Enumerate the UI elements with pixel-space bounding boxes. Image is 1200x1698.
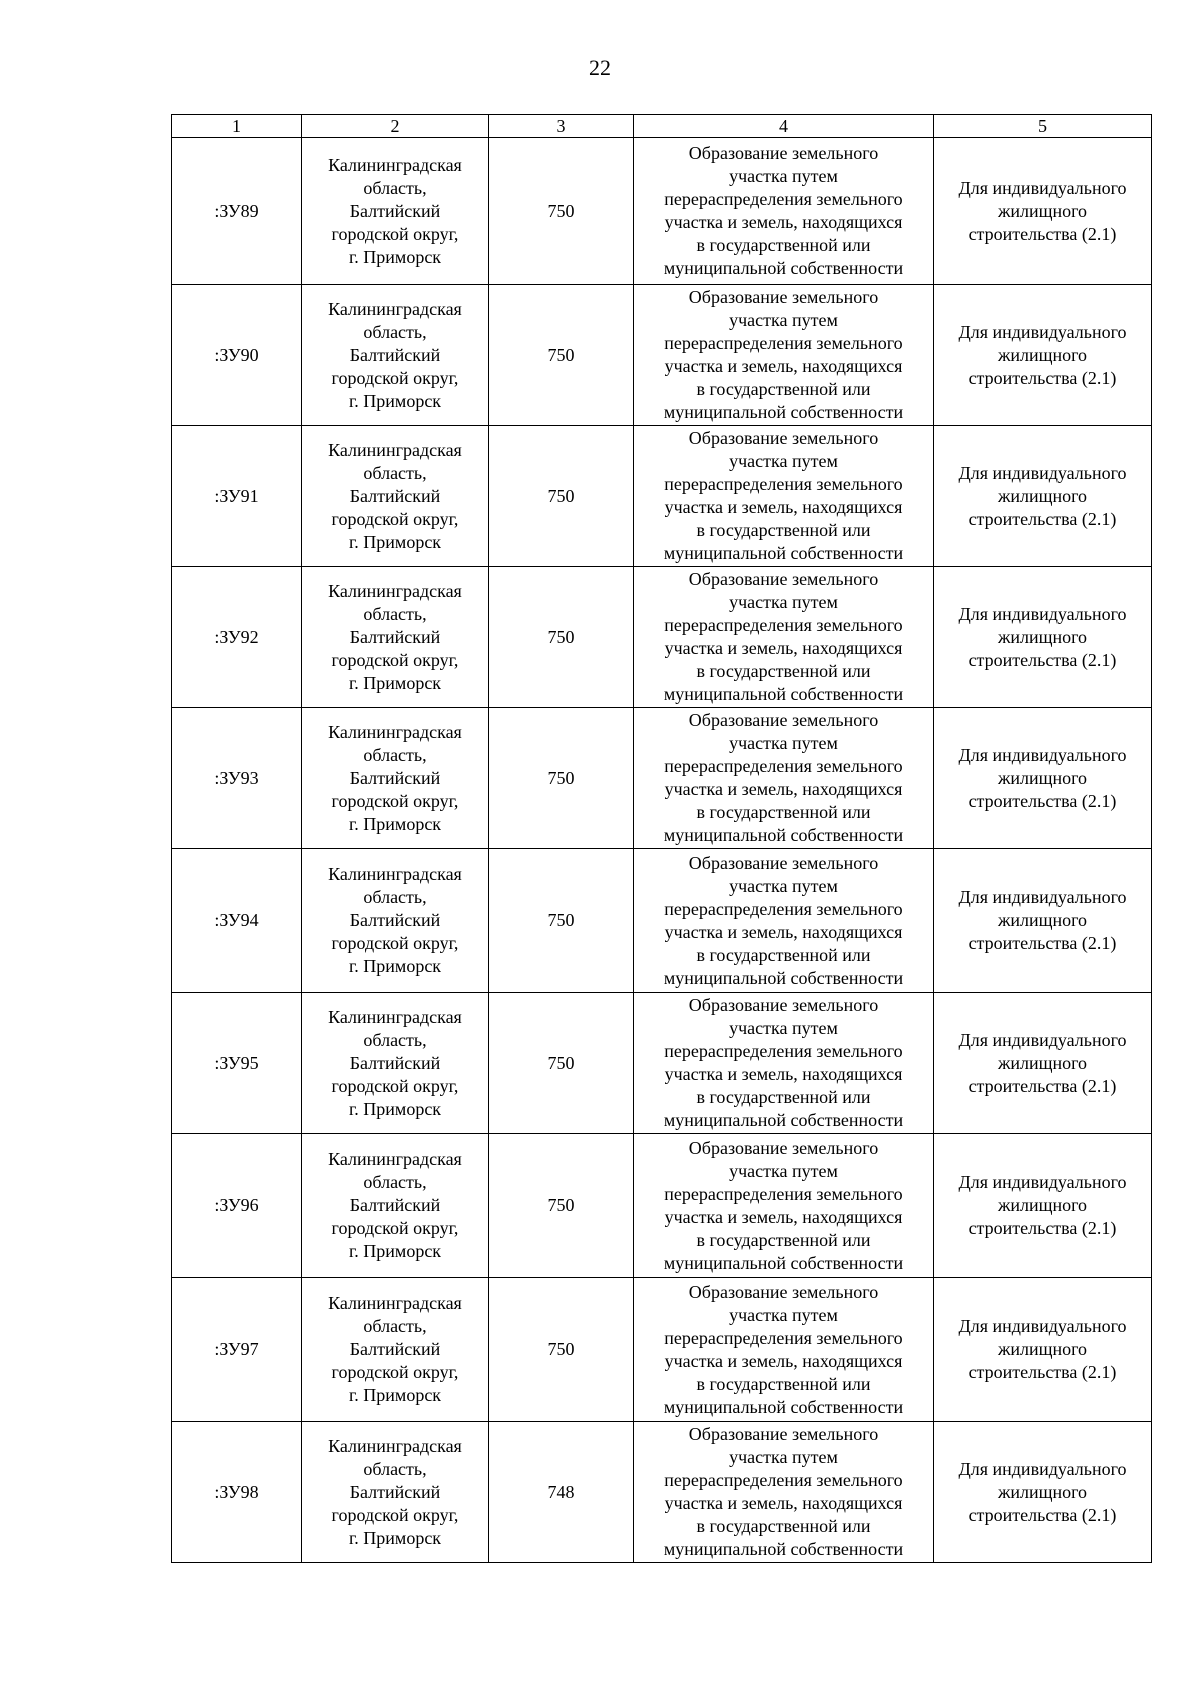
land-plots-table: [171, 114, 1152, 1563]
table-row: [172, 993, 1152, 1134]
plot-id-cell: :ЗУ98: [172, 1422, 302, 1563]
plot-id-cell: :ЗУ90: [172, 285, 302, 426]
formation-method-cell: Образование земельного участка путем перераспределения земельного участка и земель, находящихся в государственной или муниципальной собственности: [634, 138, 934, 285]
formation-method-cell: Образование земельного участка путем перераспределения земельного участка и земель, находящихся в государственной или муниципальной собственности: [634, 993, 934, 1134]
table-row: [172, 426, 1152, 567]
column-header: 4: [634, 115, 934, 138]
permitted-use-cell: Для индивидуального жилищного строительства (2.1): [934, 1422, 1152, 1563]
column-header: 5: [934, 115, 1152, 138]
page-number: 22: [589, 55, 611, 80]
column-header: 1: [172, 115, 302, 138]
plot-id-cell: :ЗУ91: [172, 426, 302, 567]
column-header: 3: [489, 115, 634, 138]
formation-method-cell: Образование земельного участка путем перераспределения земельного участка и земель, находящихся в государственной или муниципальной собственности: [634, 708, 934, 849]
plot-id-cell: :ЗУ89: [172, 138, 302, 285]
plot-id-cell: :ЗУ94: [172, 849, 302, 993]
formation-method-cell: Образование земельного участка путем перераспределения земельного участка и земель, находящихся в государственной или муниципальной собственности: [634, 1134, 934, 1278]
permitted-use-cell: Для индивидуального жилищного строительства (2.1): [934, 285, 1152, 426]
formation-method-cell: Образование земельного участка путем перераспределения земельного участка и земель, находящихся в государственной или муниципальной собственности: [634, 426, 934, 567]
permitted-use-cell: Для индивидуального жилищного строительства (2.1): [934, 1134, 1152, 1278]
plot-id-cell: :ЗУ92: [172, 567, 302, 708]
formation-method-cell: Образование земельного участка путем перераспределения земельного участка и земель, находящихся в государственной или муниципальной собственности: [634, 1278, 934, 1422]
table-row: [172, 708, 1152, 849]
address-cell: Калининградская область, Балтийский городской округ, г. Приморск: [302, 426, 489, 567]
address-cell: Калининградская область, Балтийский городской округ, г. Приморск: [302, 138, 489, 285]
address-cell: Калининградская область, Балтийский городской округ, г. Приморск: [302, 567, 489, 708]
address-cell: Калининградская область, Балтийский городской округ, г. Приморск: [302, 1278, 489, 1422]
area-cell: 748: [489, 1422, 634, 1563]
plot-id-cell: :ЗУ97: [172, 1278, 302, 1422]
area-cell: 750: [489, 567, 634, 708]
permitted-use-cell: Для индивидуального жилищного строительства (2.1): [934, 1278, 1152, 1422]
formation-method-cell: Образование земельного участка путем перераспределения земельного участка и земель, находящихся в государственной или муниципальной собственности: [634, 1422, 934, 1563]
table-row: [172, 849, 1152, 993]
permitted-use-cell: Для индивидуального жилищного строительства (2.1): [934, 708, 1152, 849]
address-cell: Калининградская область, Балтийский городской округ, г. Приморск: [302, 1422, 489, 1563]
permitted-use-cell: Для индивидуального жилищного строительства (2.1): [934, 567, 1152, 708]
plot-id-cell: :ЗУ95: [172, 993, 302, 1134]
table-row: [172, 1134, 1152, 1278]
address-cell: Калининградская область, Балтийский городской округ, г. Приморск: [302, 849, 489, 993]
area-cell: 750: [489, 993, 634, 1134]
area-cell: 750: [489, 849, 634, 993]
address-cell: Калининградская область, Балтийский городской округ, г. Приморск: [302, 285, 489, 426]
address-cell: Калининградская область, Балтийский городской округ, г. Приморск: [302, 708, 489, 849]
formation-method-cell: Образование земельного участка путем перераспределения земельного участка и земель, находящихся в государственной или муниципальной собственности: [634, 849, 934, 993]
permitted-use-cell: Для индивидуального жилищного строительства (2.1): [934, 426, 1152, 567]
plot-id-cell: :ЗУ93: [172, 708, 302, 849]
column-header: 2: [302, 115, 489, 138]
table-row: [172, 285, 1152, 426]
table-row: [172, 1278, 1152, 1422]
area-cell: 750: [489, 138, 634, 285]
area-cell: 750: [489, 426, 634, 567]
area-cell: 750: [489, 1278, 634, 1422]
table-row: [172, 567, 1152, 708]
area-cell: 750: [489, 1134, 634, 1278]
area-cell: 750: [489, 285, 634, 426]
permitted-use-cell: Для индивидуального жилищного строительства (2.1): [934, 138, 1152, 285]
formation-method-cell: Образование земельного участка путем перераспределения земельного участка и земель, находящихся в государственной или муниципальной собственности: [634, 285, 934, 426]
permitted-use-cell: Для индивидуального жилищного строительства (2.1): [934, 993, 1152, 1134]
table-row: [172, 138, 1152, 285]
area-cell: 750: [489, 708, 634, 849]
table-header-row: [172, 115, 1152, 138]
address-cell: Калининградская область, Балтийский городской округ, г. Приморск: [302, 1134, 489, 1278]
table-row: [172, 1422, 1152, 1563]
permitted-use-cell: Для индивидуального жилищного строительства (2.1): [934, 849, 1152, 993]
plot-id-cell: :ЗУ96: [172, 1134, 302, 1278]
address-cell: Калининградская область, Балтийский городской округ, г. Приморск: [302, 993, 489, 1134]
formation-method-cell: Образование земельного участка путем перераспределения земельного участка и земель, находящихся в государственной или муниципальной собственности: [634, 567, 934, 708]
